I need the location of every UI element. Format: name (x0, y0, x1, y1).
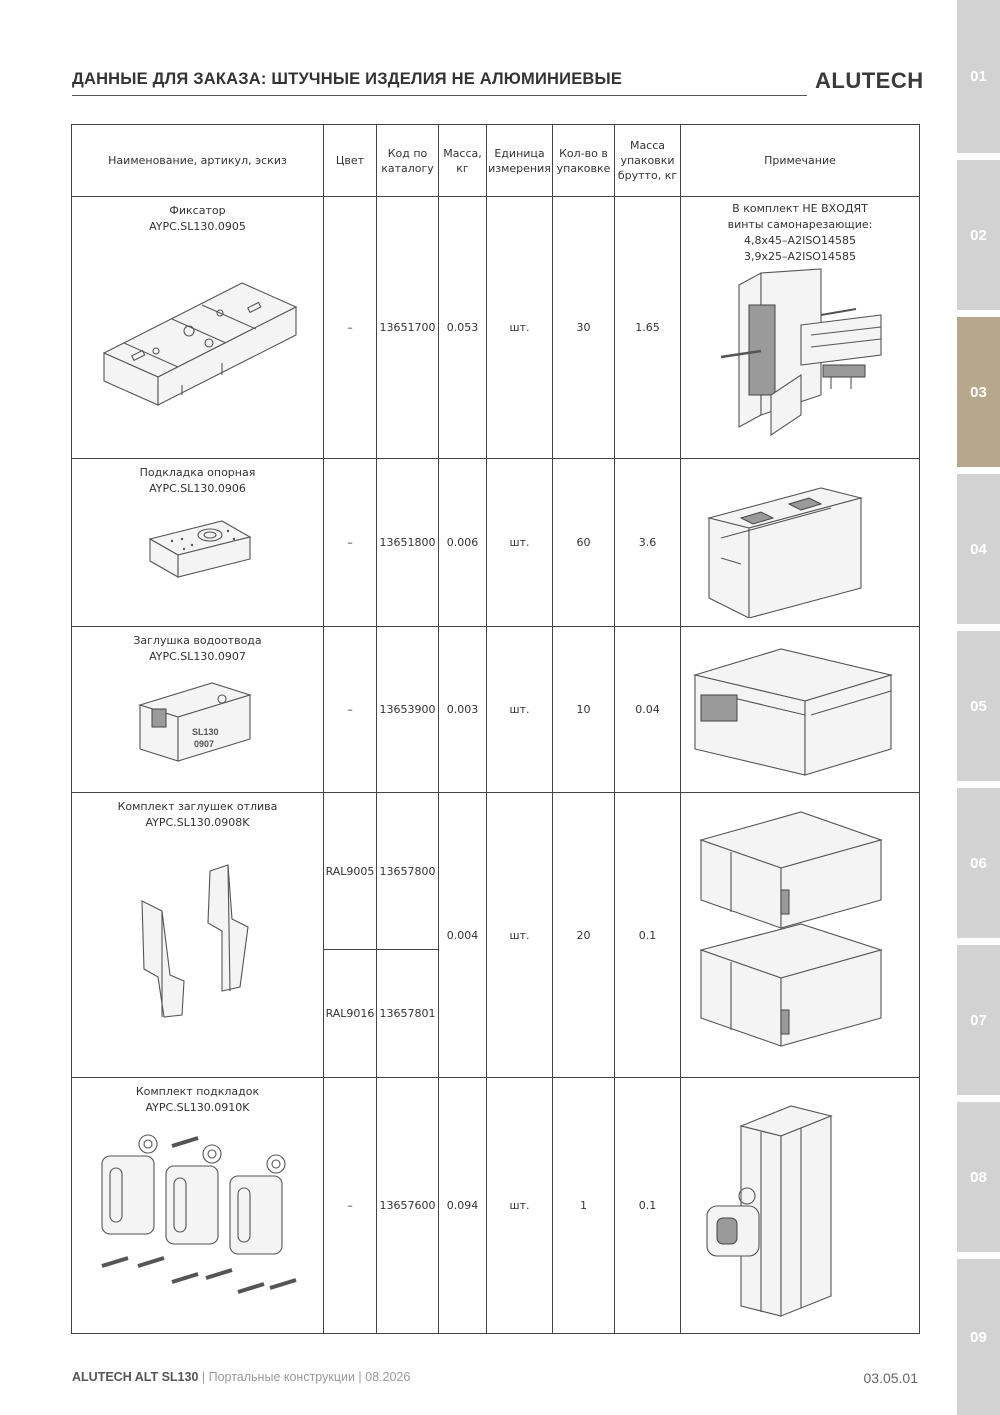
product-cell (72, 627, 324, 793)
color-cell: – (324, 197, 377, 459)
color-cell: RAL9005 (324, 793, 377, 950)
section-tab-04[interactable]: 04 (957, 474, 1000, 624)
product-cell (72, 459, 324, 627)
qty-cell: 60 (553, 459, 615, 627)
section-tab-03[interactable]: 03 (957, 317, 1000, 467)
qty-cell: 20 (553, 793, 615, 1078)
drain-cap-assembly-icon (681, 635, 918, 785)
mass-cell: 0.003 (439, 627, 487, 793)
table-header-row (72, 125, 920, 197)
mass-cell: 0.094 (439, 1078, 487, 1334)
color-cell: RAL9016 (324, 950, 377, 1078)
product-cell (72, 793, 324, 1078)
pack-mass-cell: 0.04 (615, 627, 681, 793)
table-row (72, 1078, 920, 1334)
product-cell (72, 1078, 324, 1334)
color-cell: – (324, 459, 377, 627)
sketch-label-line: 0907 (194, 739, 215, 749)
section-tab-08[interactable]: 08 (957, 1102, 1000, 1252)
product-article: AYPC.SL130.0907 (149, 650, 246, 663)
qty-cell: 30 (553, 197, 615, 459)
footer-details: | Портальные конструкции | 08.2026 (198, 1370, 411, 1384)
unit-cell: шт. (487, 793, 553, 1078)
qty-cell: 1 (553, 1078, 615, 1334)
fixator-assembly-icon (681, 265, 918, 453)
product-name: Заглушка водоотвода (133, 634, 262, 647)
section-tab-02[interactable]: 02 (957, 160, 1000, 310)
col-header-mass: Масса, кг (439, 125, 487, 197)
note-cell (681, 459, 920, 627)
product-article: AYPC.SL130.0908K (145, 816, 250, 829)
section-tab-07[interactable]: 07 (957, 945, 1000, 1095)
table-row (72, 197, 920, 459)
col-header-color: Цвет (324, 125, 377, 197)
title-divider (72, 95, 807, 96)
col-header-qty: Кол-во в упаковке (553, 125, 615, 197)
product-name: Комплект подкладок (135, 1085, 260, 1098)
note-cell (681, 1078, 920, 1334)
pack-mass-cell: 3.6 (615, 459, 681, 627)
note-line: В комплект НЕ ВХОДЯТ (732, 202, 868, 215)
code-cell: 13657801 (377, 950, 439, 1078)
unit-cell: шт. (487, 1078, 553, 1334)
code-cell: 13657800 (377, 793, 439, 950)
col-header-unit: Единица измерения (487, 125, 553, 197)
unit-cell: шт. (487, 627, 553, 793)
pack-mass-cell: 0.1 (615, 1078, 681, 1334)
unit-cell: шт. (487, 197, 553, 459)
color-cell: – (324, 627, 377, 793)
mass-cell: 0.004 (439, 793, 487, 1078)
page-number: 03.05.01 (863, 1370, 918, 1386)
product-name: Подкладка опорная (139, 466, 256, 479)
table-row (72, 793, 920, 950)
section-tab-06[interactable]: 06 (957, 788, 1000, 938)
table-row (72, 627, 920, 793)
unit-cell: шт. (487, 459, 553, 627)
code-cell: 13657600 (377, 1078, 439, 1334)
support-pad-sketch-icon (72, 497, 322, 617)
col-header-code: Код по каталогу (377, 125, 439, 197)
mass-cell: 0.053 (439, 197, 487, 459)
section-tab-01[interactable]: 01 (957, 0, 1000, 153)
page-title: ДАННЫЕ ДЛЯ ЗАКАЗА: ШТУЧНЫЕ ИЗДЕЛИЯ НЕ АЛЮМИНИЕВЫЕ (72, 70, 623, 88)
product-article: AYPC.SL130.0906 (149, 482, 246, 495)
product-cell (72, 197, 324, 459)
brand-logo: ALUTECH (815, 68, 924, 93)
note-line: винты самонарезающие: (727, 218, 873, 231)
sketch-label-line: SL130 (192, 727, 219, 737)
col-header-note: Примечание (681, 125, 920, 197)
sill-cap-sketch-icon (72, 831, 322, 1071)
table-row (72, 459, 920, 627)
product-name: Фиксатор (169, 204, 226, 217)
product-name: Комплект заглушек отлива (117, 800, 278, 813)
pack-mass-cell: 1.65 (615, 197, 681, 459)
note-cell (681, 197, 920, 459)
footer-text (72, 1370, 410, 1384)
code-cell: 13651700 (377, 197, 439, 459)
note-cell (681, 627, 920, 793)
section-tab-05[interactable]: 05 (957, 631, 1000, 781)
fixator-sketch-icon (72, 235, 322, 435)
note-line: 4,8х45–A2ISO14585 (744, 234, 856, 247)
pack-mass-cell: 0.1 (615, 793, 681, 1078)
mass-cell: 0.006 (439, 459, 487, 627)
code-cell: 13653900 (377, 627, 439, 793)
drain-cap-sketch-icon (72, 665, 322, 785)
pad-kit-sketch-icon (72, 1116, 322, 1316)
col-header-name: Наименование, артикул, эскиз (72, 125, 324, 197)
qty-cell: 10 (553, 627, 615, 793)
section-tab-09[interactable]: 09 (957, 1259, 1000, 1415)
note-cell (681, 793, 920, 1078)
code-cell: 13651800 (377, 459, 439, 627)
order-table (71, 124, 920, 1334)
product-article: AYPC.SL130.0905 (149, 220, 246, 233)
footer-product: ALUTECH ALT SL130 (72, 1370, 199, 1384)
section-tabs (957, 0, 1000, 1415)
support-pad-assembly-icon (681, 468, 918, 618)
sill-cap-assembly-icon (681, 800, 918, 1070)
pad-kit-assembly-icon (681, 1086, 918, 1326)
note-line: 3,9х25–A2ISO14585 (744, 250, 856, 263)
color-cell: – (324, 1078, 377, 1334)
product-article: AYPC.SL130.0910K (145, 1101, 250, 1114)
col-header-pack-mass: Масса упаковки брутто, кг (615, 125, 681, 197)
